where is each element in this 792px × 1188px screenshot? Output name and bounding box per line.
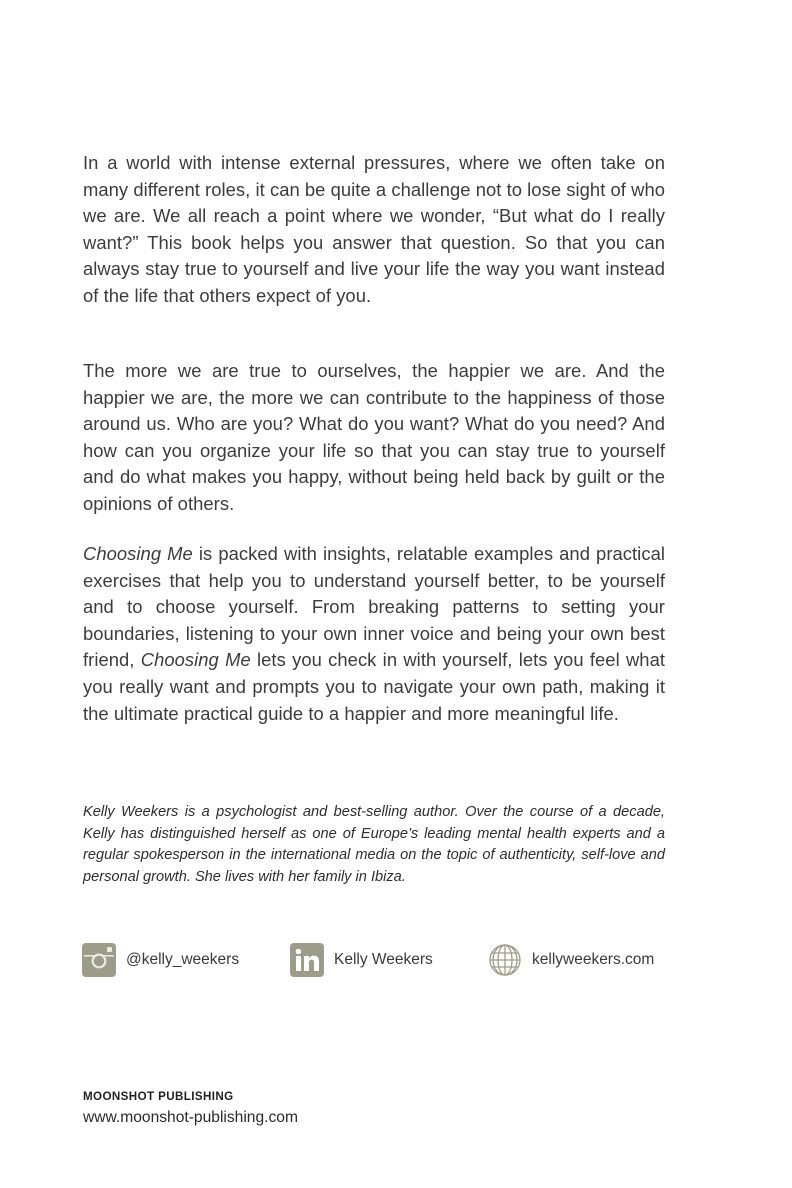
linkedin-name: Kelly Weekers (334, 951, 433, 968)
publisher-url[interactable]: www.moonshot-publishing.com (83, 1109, 298, 1126)
book-title: Choosing Me (140, 649, 251, 671)
website-url: kellyweekers.com (532, 951, 655, 968)
social-website[interactable] (488, 942, 654, 978)
blurb-paragraph-3 (83, 541, 665, 727)
blurb-text: is packed with insights, relatable examples and practical exercises that help you to understand yourself better, to be yourself and to choose yourself. From breaking patterns to setting your boundaries, listening to your own inner voice and being your own best friend, (83, 543, 665, 671)
globe-icon (488, 943, 522, 977)
instagram-handle: @kelly_weekers (126, 951, 240, 968)
blurb-text: lets you check in with yourself, lets you feel what you really want and prompts you to navigate your own path, making it the ultimate practical guide to a happier and more meaningful life. (83, 649, 666, 724)
instagram-icon (82, 943, 116, 977)
publisher-name: MOONSHOT PUBLISHING (83, 1090, 234, 1103)
author-bio: Kelly Weekers is a psychologist and best-selling author. Over the course of a decade, Kelly has distinguished herself as one of Europe’s leading mental health experts and a regular spokesperson in the international media on the topic of authenticity, self-love and personal growth. She lives with her family in Ibiza. (83, 804, 665, 885)
social-instagram[interactable] (82, 942, 239, 978)
blurb-paragraph-2: The more we are true to ourselves, the happier we are. And the happier we are, the more we can contribute to the happiness of those around us. Who are you? What do you want? What do you need? And how can you organize your life so that you can stay true to yourself and do what makes you happy, without being held back by guilt or the opinions of others. (83, 360, 665, 514)
book-title: Choosing Me (83, 543, 193, 564)
blurb-paragraph-1: In a world with intense external pressures, where we often take on many different roles, it can be quite a challenge not to lose sight of who we are. We all reach a point where we wonder, “But what do I really want?” This book helps you answer that question. So that you can always stay true to yourself and live your life the way you want instead of the life that others expect of you. (83, 152, 665, 306)
linkedin-icon (290, 943, 324, 977)
social-linkedin[interactable] (290, 942, 433, 978)
